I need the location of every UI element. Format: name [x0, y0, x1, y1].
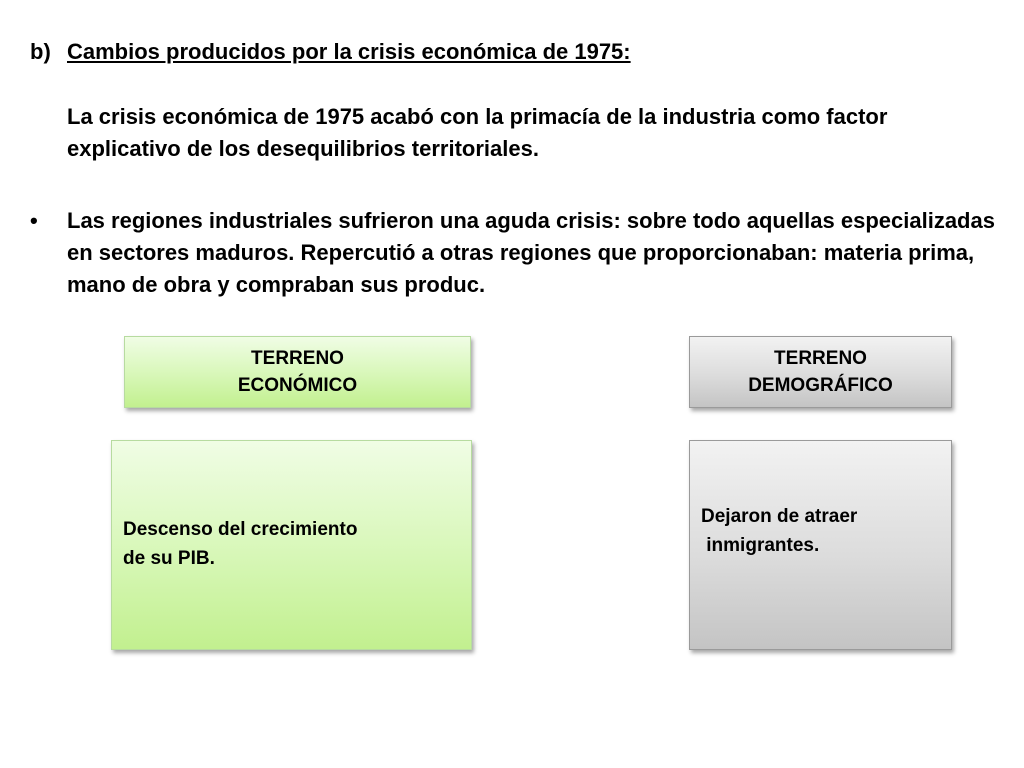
bullet-text: Las regiones industriales sufrieron una aguda crisis: sobre todo aquellas especializadas en sectores maduros. Repercutió a otras regiones que proporcionaban: materia prima, mano de obra y compraban sus produc. [67, 208, 995, 297]
inmigrantes-box [689, 440, 952, 650]
box-label-line2: DEMOGRÁFICO [748, 375, 893, 396]
box-label-line1: TERRENO [774, 348, 867, 369]
pib-descenso-box [111, 440, 472, 650]
section-title: Cambios producidos por la crisis económica de 1975: [67, 39, 631, 64]
pib-descenso-text: Descenso del crecimiento de su PIB. [123, 519, 358, 569]
intro-paragraph: La crisis económica de 1975 acabó con la primacía de la industria como factor explicativo de los desequilibrios territoriales. [67, 104, 888, 161]
bullet-icon: • [30, 208, 38, 233]
bullet-item [30, 205, 997, 301]
box-label-line2: ECONÓMICO [237, 375, 358, 396]
terreno-economico-box [124, 336, 471, 408]
terreno-demografico-box [689, 336, 952, 408]
box-label-line1: TERRENO [251, 348, 344, 369]
inmigrantes-text: Dejaron de atraer inmigrantes. [701, 506, 858, 556]
section-marker: b) [30, 39, 51, 64]
section-heading [30, 36, 990, 68]
